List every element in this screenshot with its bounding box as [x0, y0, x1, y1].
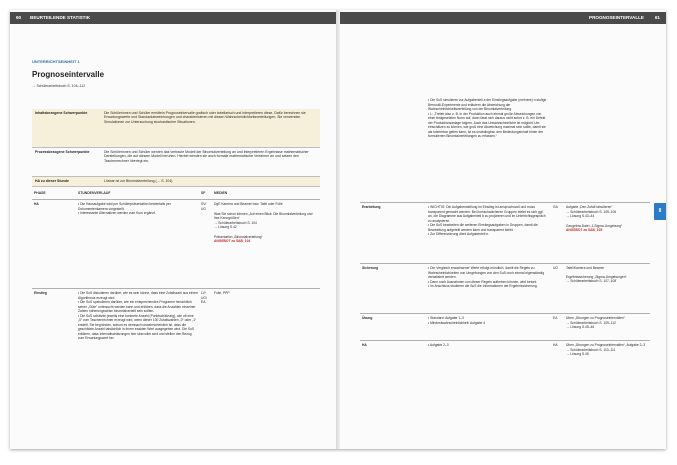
divider: [360, 340, 650, 341]
left-page-number: 60: [16, 15, 22, 20]
media-cell: [214, 291, 318, 296]
phase-label: HA: [34, 202, 39, 206]
info-row-content: [32, 109, 320, 148]
course-item: • Mindestwahrscheinlichkeit: Aufgabe 4: [428, 321, 548, 326]
phase-label: HA: [362, 343, 367, 347]
info-value: Die Schülerinnen und Schüler ermitteln Prognoseintervalle grafisch oder tabellarisch und interpretieren diese. Dafür berechnen sie Erwartungswerte und Standardabweichungen und charakterisieren mit diesen Wahrscheinlichkeitsverteilungen. Sie verwenden Simulationen zur Untersuchung stochastischer Situationen.: [104, 111, 306, 124]
course-item: • WICHTIG: Die Aufgabenstellung im Einstieg ist anspruchsvoll und muss transparent gemacht werden: Bei komschwächeren Gruppen bietet es sich ggf. an, die Diagramme aus Aufgabenteil b zu projizieren und im Unterrichtsgespräch zu analysieren.: [428, 205, 548, 223]
media-cell: [214, 202, 318, 244]
phase-label: Erarbeitung: [362, 205, 381, 209]
course-item: • Standard: Aufgabe 1–3: [428, 316, 548, 321]
course-cell: [428, 316, 548, 325]
col-header-phase: PHASE: [34, 191, 46, 195]
course-item: • Die SuS simulieren zur Aufgabenteil a der Einstiegsaufgabe (mehrere) n-stufige Bernoulli-Experimente und erläutern die Abweichung der Wahrscheinlichkeitsverteilung von der Binomialverteilung.: [428, 98, 548, 112]
course-item: • Aufgabe 2–3: [428, 343, 548, 348]
media-ref: → Schülerarbeitsbuch S. 107–108: [566, 279, 617, 283]
divider: [32, 199, 320, 200]
course-item: • Die SuS bearbeiten die weiteren Einstiegsaufgaben in Gruppen, damit die Bearbeitung aufgeteilt werden kann und transparent bleibt.: [428, 223, 548, 232]
media-ref: → Lösung S.42: [214, 225, 237, 229]
course-item: • Die Hausaufgabe wird per Schülerpräsentation bestenfalls per Dokumentenkamera vorgestellt.: [78, 202, 198, 211]
sf-cell: GA: [553, 205, 558, 209]
chapter-tab[interactable]: II: [654, 203, 666, 220]
media-item: DgE Kamera und Beamer bzw. Tafel oder Folie: [214, 202, 283, 206]
left-page: [10, 10, 336, 449]
media-ref: → Schülerarbeitsbuch S. 104: [214, 220, 257, 225]
left-header-bar: [10, 12, 336, 24]
info-key: Inhaltsbezogene Schwerpunkte: [35, 111, 88, 115]
media-item: Tafel/Kamera und Beamer: [566, 266, 605, 270]
media-item: Üben „Übungen zu Prognoseintervallen“: [566, 316, 625, 320]
right-page-number: 61: [654, 15, 660, 20]
angebot-link[interactable]: ANGEBOT zu SAB_104: [214, 239, 251, 243]
course-item: • Die SuS diskutieren darüber, wie es sein könne, dass eine Zufallszahl aus einem Algorithmus erzeugt wird.: [78, 291, 198, 300]
info-key: HA zu dieser Stunde: [35, 179, 69, 183]
course-item: • Dann noch Ausnahmen von dieser Regeln aufheben können, wird betont.: [428, 280, 548, 285]
divider: [32, 288, 320, 289]
media-ref: → Schülerarbeitsbuch S. 110–111: [566, 347, 616, 352]
media-ref: → Lösung S.43–44: [566, 214, 595, 218]
phase-label: Einstieg: [34, 291, 47, 295]
media-item: Aufgabe „Den Zufall simulieren“: [566, 205, 613, 209]
course-item: • Die SuS schätzen jeweils eine konkrete Anzahl (Punktschätzung), wie oft eine „0“ vom Taschenrechner erzeugt wird, wenn dieser 100 Zufallszahlen „0“ oder „1“ erstellt. Sie begründen, warum es demnach unwahrscheinlich ist, dass die geschätzte Anzahl tatsächlich in ihrem exakten Wert ausgegeben wird. Die SuS erklären, dass Intervallschätzungen hier sinnvoller sind und stellen den Bezug zum Erwartungswert her.: [78, 314, 198, 341]
info-row-process: [32, 148, 320, 177]
info-value: Die Schülerinnen und Schüler werden das vertraute Modell der Binomialverteilung an und interpretieren Ergebnisse mathematischer Darstellungen, die auf diesem Modell beruhen. Hierbei wenden sie auch formale mathematische Verfahren an und setzen den Taschenrechner überlegt ein.: [104, 150, 309, 163]
media-cell: [566, 205, 648, 233]
media-item: Ergebnissicherung „Sigma-Umgebungen“: [566, 274, 627, 279]
sf-cell: SV/ UG: [201, 202, 207, 211]
book-reference: → Schülerarbeitsbuch S. 104–112: [32, 84, 86, 88]
media-item: Was Sie schon können „Auf einen Blick: Die Binomialverteilung und ihre Kenngrößen“: [214, 211, 313, 220]
continued-course-cell: [428, 98, 548, 139]
col-header-sf: SF: [201, 191, 206, 195]
course-item: • L: „Treten also z. B. in der Produktion auch einmal große Abweichungen von einer festgesetzten Norm auf, dann lässt sich daraus nicht sofort z. B. ein Defekt der Produktionsanlage folgern. Auch das Unwahrscheinliche ist möglich! Um einschätzen zu können, wie groß eine Abweichung maximal sein sollte, damit sie als tolerierbar gelten kann, ist es unabdingbar, den Bedeutungsinhalt hinter der formulierten Binomialverteilungen zu erfassen.“: [428, 112, 548, 139]
media-ref: → Schülerarbeitsbuch S. 109–112: [566, 320, 616, 325]
col-header-media: MEDIEN: [214, 191, 228, 195]
divider: [360, 263, 650, 264]
right-header-title: PROGNOSEINTERVALLE: [589, 15, 644, 20]
sf-cell: UG: [553, 266, 558, 270]
info-table: [32, 109, 320, 187]
media-ref: → Schülerarbeitsbuch S. 105–106: [566, 209, 617, 214]
course-item: • Zur Differenzierung dient Aufgabenteil e.: [428, 232, 548, 237]
phase-label: Sicherung: [362, 266, 379, 270]
media-item: Folie, PPP: [214, 291, 230, 295]
media-ref: → Lösung S.45–46: [566, 325, 595, 329]
course-item: • Im Anschluss studieren die SuS die Informationen der Ergebnissicherung.: [428, 284, 548, 289]
course-cell: [78, 202, 198, 216]
course-item: • Der Vergleich erwachsener Werte erfolgt mündlich, damit die Regeln zu Wahrscheinlichkeiten von Umgebungen von den SuS noch einmal eigenständig verbalisiert werden.: [428, 266, 548, 280]
course-cell: [428, 205, 548, 237]
divider: [360, 202, 650, 203]
right-header-bar: [340, 12, 666, 24]
info-row-homework: [32, 177, 320, 187]
info-value: Lösbar ist zur Binomialverteilung (→ S. 104): [104, 179, 173, 183]
page-title: Prognoseintervalle: [32, 70, 105, 79]
media-item: Präsentation „Binomialverteilung“: [214, 234, 263, 239]
media-ref: → Lösung S.45: [566, 352, 589, 356]
media-cell: [566, 343, 648, 357]
book-spread: [10, 10, 666, 449]
media-cell: [566, 316, 648, 330]
media-cell: [566, 266, 648, 284]
media-item: Geogebra-Datei „1-Sigma-Umgebung“: [566, 223, 623, 228]
divider: [360, 313, 650, 314]
info-key: Prozessbezogene Schwerpunkte: [35, 150, 90, 154]
course-cell: [78, 291, 198, 341]
unit-label: UNTERRICHTSEINHEIT 1: [32, 59, 80, 64]
right-page: [340, 10, 666, 449]
col-header-course: STUNDENVERLAUF: [78, 191, 111, 195]
left-header-title: BEURTEILENDE STATISTIK: [30, 15, 91, 20]
sf-cell: EA: [553, 316, 558, 320]
course-item: • Interessante Alternativen werden zum Kurs ergänzt.: [78, 211, 198, 216]
course-item: • Die SuS spekulieren darüber, wie ein entsprechendes Programm hinsichtlich seiner „Güte“ untersucht werden kann und erklären, dass die Anzahlen einzelner Zahlen näherungsweise binomialverteilt sein sollten.: [78, 300, 198, 314]
phase-label: Übung: [362, 316, 373, 320]
sf-cell: LV/ UG/ EA: [201, 291, 207, 304]
course-cell: [428, 343, 548, 348]
media-item: Üben „Übungen zu Prognoseintervallen“, Aufgabe 2–3: [566, 343, 646, 347]
course-cell: [428, 266, 548, 289]
angebot-link[interactable]: ANGEBOT zu SAB_105: [566, 228, 603, 232]
sf-cell: HA: [553, 343, 558, 347]
